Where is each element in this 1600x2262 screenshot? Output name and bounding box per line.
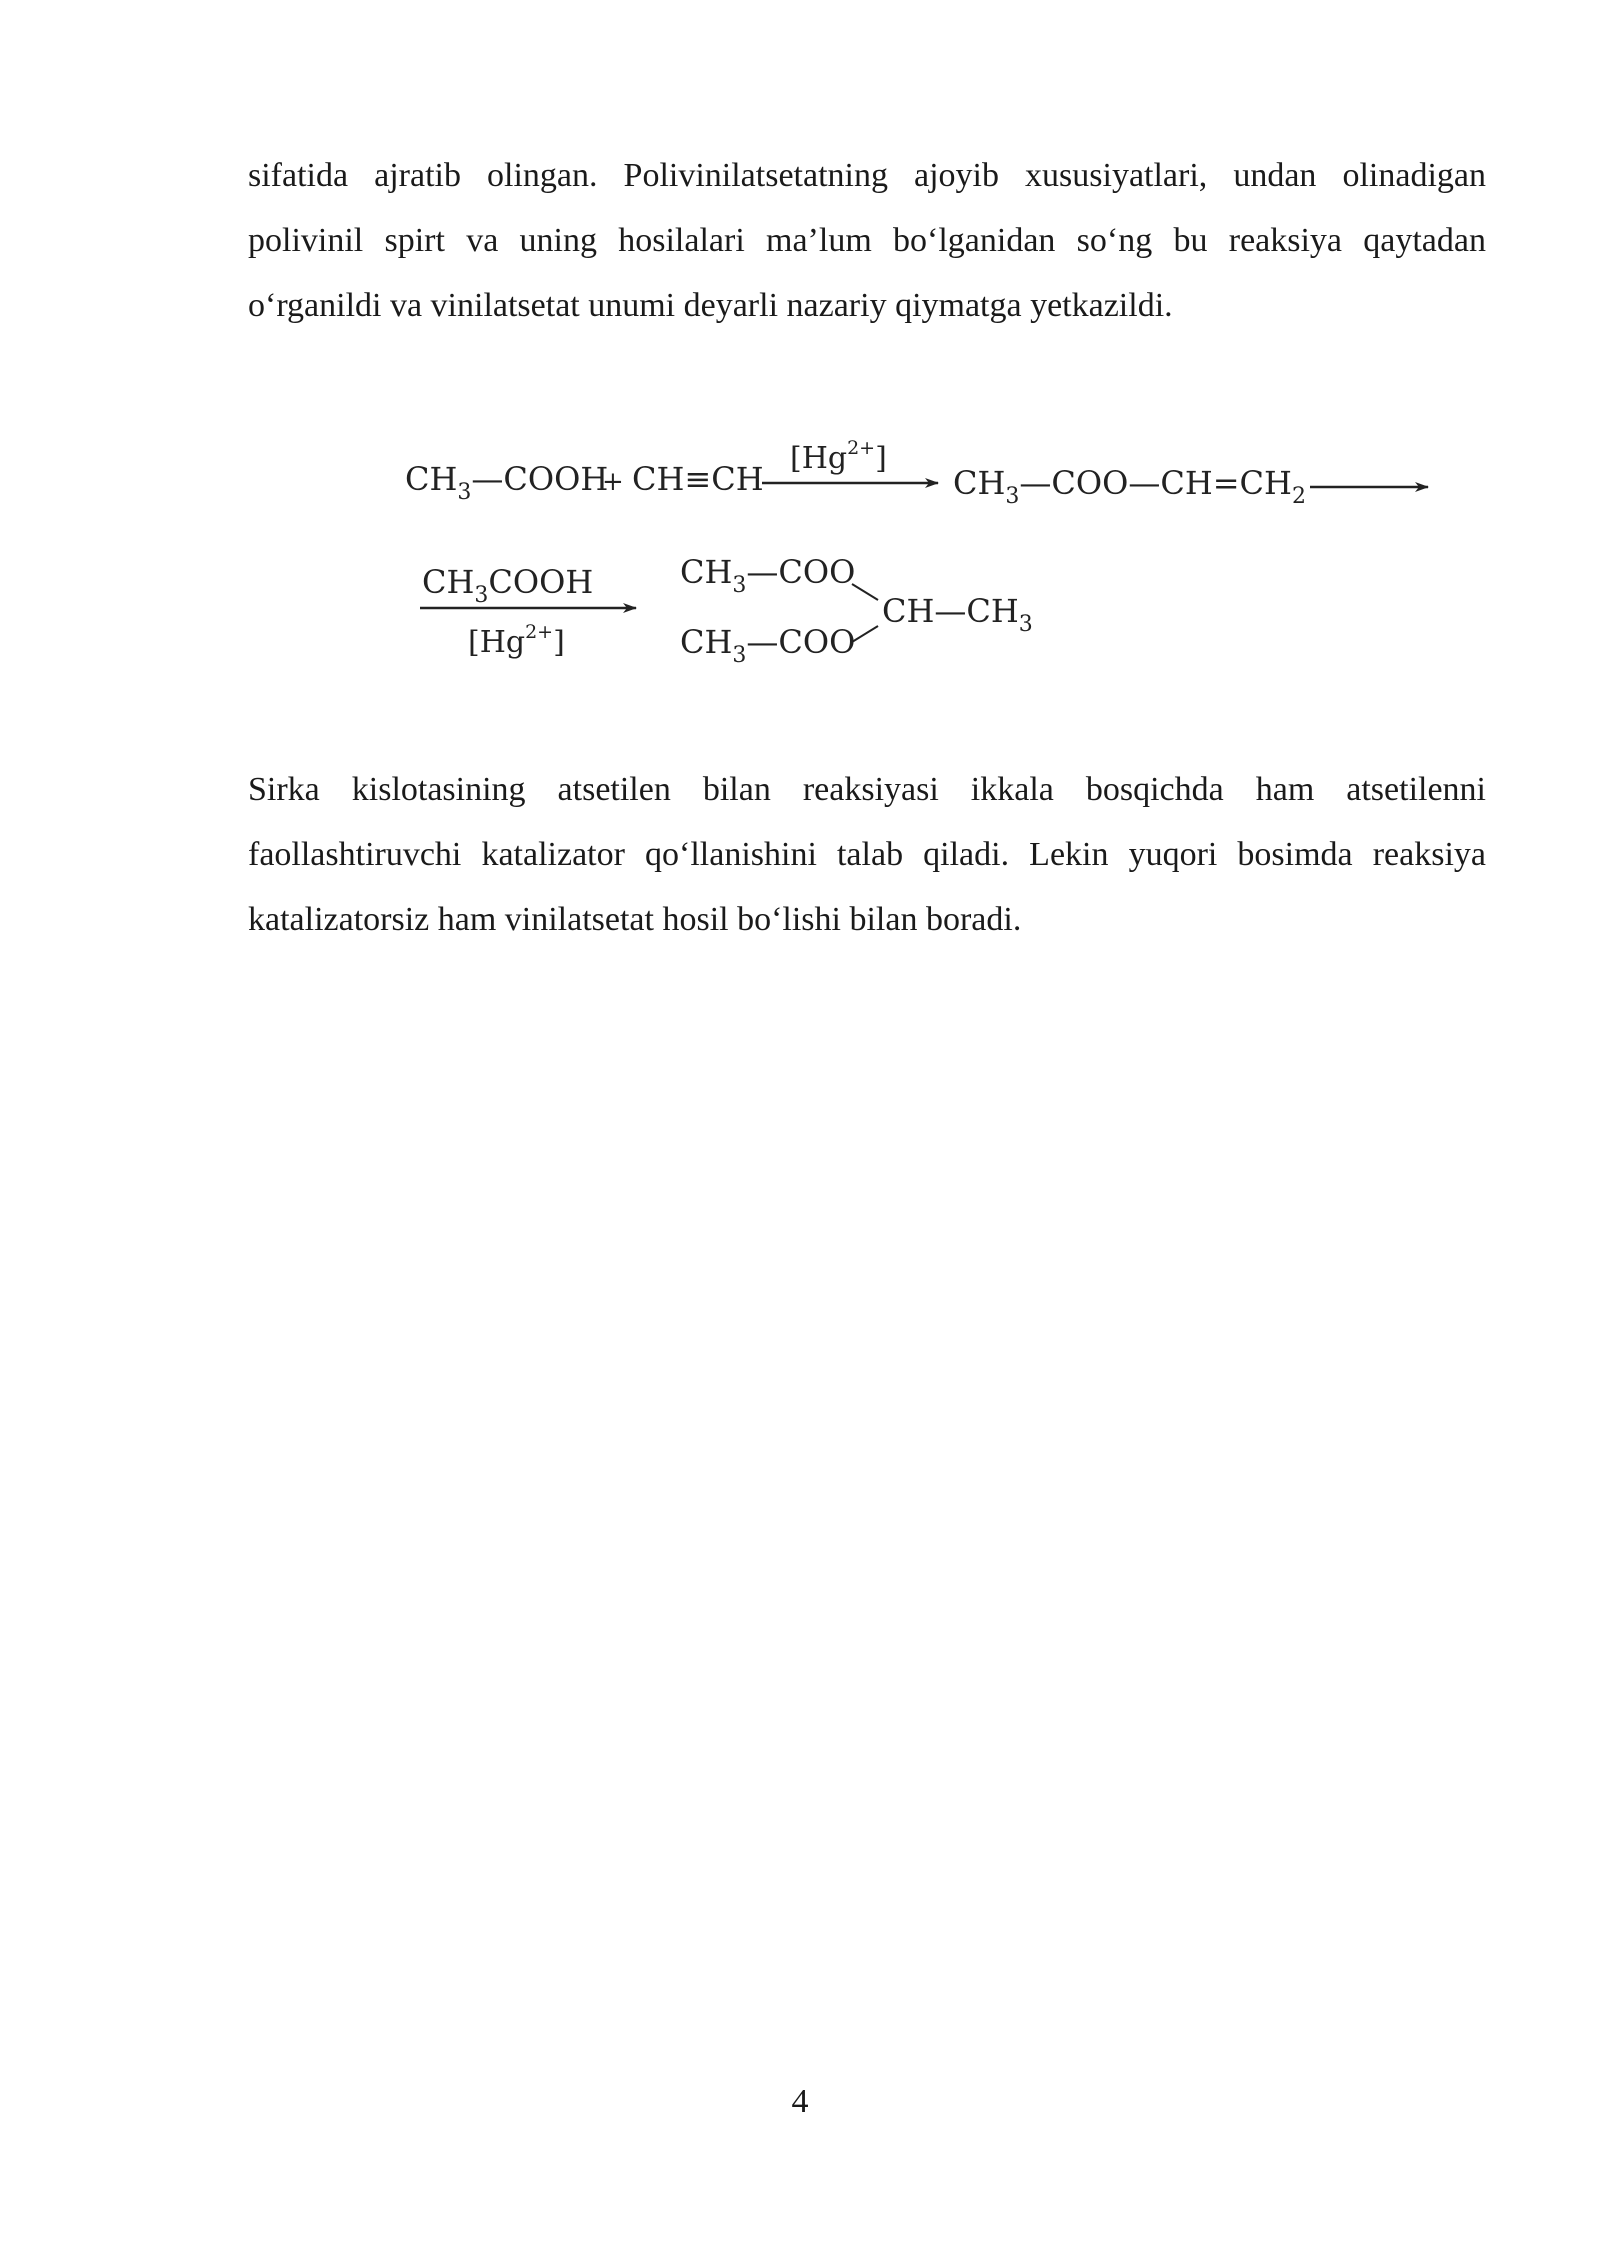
product-vinyl-acetate: $CH_3—COO—CH=CH_2$ — [953, 464, 1306, 509]
page-number: 4 — [791, 2083, 809, 2120]
reactant-acetic-acid: $CH_3—COOH$ — [405, 460, 609, 505]
product-center-group: $CH—CH_3$ — [882, 592, 1033, 637]
reaction-scheme — [0, 400, 1600, 700]
paragraph-catalyst: Sirka kislotasining atsetilen bilan reaksiyasi ikkala bosqichda ham atsetilenni faollashtiruvchi katalizator qo‘llanishini talab qiladi. Lekin yuqori bosimda reaksiya katalizatorsiz ham vinilatsetat hosil bo‘lishi bilan boradi. — [248, 771, 1486, 938]
reactant-acetylene: CH≡CH — [632, 460, 764, 498]
paragraph-intro: sifatida ajratib olingan. Polivinilatsetatning ajoyib xususiyatlari, undan olinadigan polivinil spirt va uning hosilalari ma’lum bo‘lganidan so‘ng bu reaksiya qaytadan o‘rganildi va vinilatsetat unumi deyarli nazariy qiymatga yetkazildi. — [248, 157, 1486, 324]
reagent-acetic-acid-2: $CH_3COOH$ — [422, 563, 594, 608]
product-upper-branch: $CH_3—COO$ — [680, 553, 856, 598]
catalyst-label-1: $[Hg^{2+}]$ — [790, 437, 887, 476]
plus-sign: + — [602, 467, 624, 497]
product-lower-branch: $CH_3—COO$ — [680, 623, 856, 668]
catalyst-label-2: $[Hg^{2+}]$ — [468, 621, 565, 660]
bond-upper — [852, 584, 878, 600]
bond-lower — [852, 626, 878, 642]
